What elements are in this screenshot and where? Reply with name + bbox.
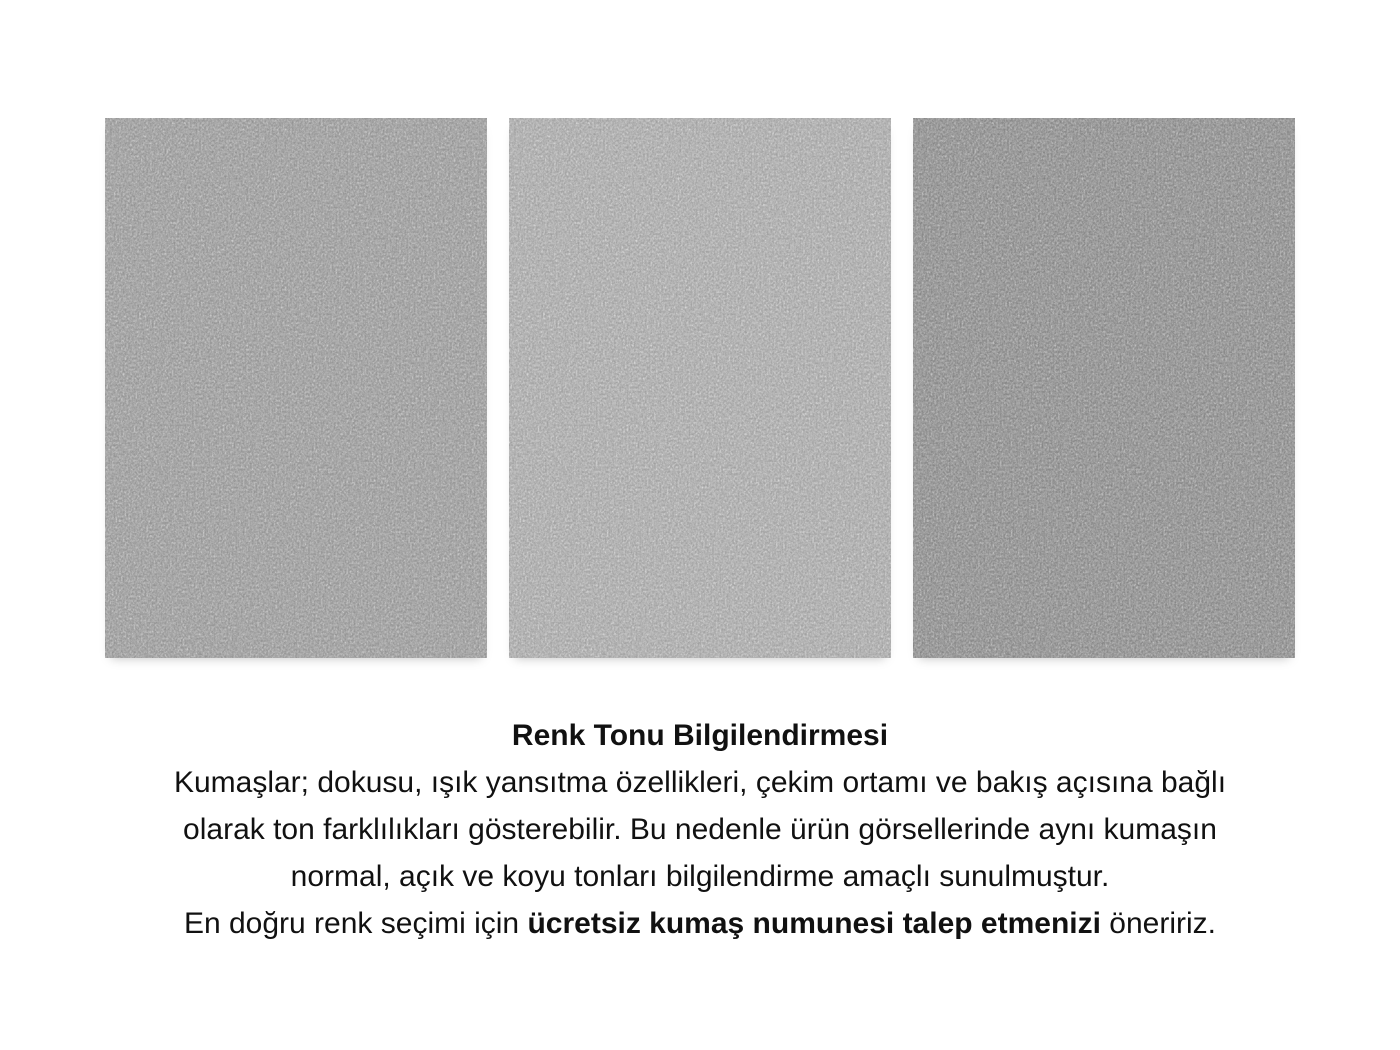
fabric-texture-dark <box>913 118 1295 658</box>
info-line-4-prefix: En doğru renk seçimi için <box>183 907 528 940</box>
fabric-swatch-dark <box>913 118 1295 658</box>
fabric-texture-light <box>509 118 891 658</box>
fabric-swatch-normal <box>105 118 487 658</box>
info-title: Renk Tonu Bilgilendirmesi <box>511 719 889 752</box>
info-line-4 <box>60 900 1340 947</box>
info-line-4-suffix: öneririz. <box>1100 907 1217 940</box>
info-line-1: Kumaşlar; dokusu, ışık yansıtma özellikleri, çekim ortamı ve bakış açısına bağlı <box>173 766 1227 799</box>
fabric-swatch-light <box>509 118 891 658</box>
color-tone-info <box>60 712 1340 947</box>
fabric-texture-normal <box>105 118 487 658</box>
info-line-2: olarak ton farklılıkları gösterebilir. Bu nedenle ürün görsellerinde aynı kumaşın <box>183 813 1217 846</box>
info-line-3: normal, açık ve koyu tonları bilgilendirme amaçlı sunulmuştur. <box>290 860 1110 893</box>
sample-request-highlight: ücretsiz kumaş numunesi talep etmenizi <box>527 907 1101 940</box>
fabric-swatches <box>105 118 1295 658</box>
